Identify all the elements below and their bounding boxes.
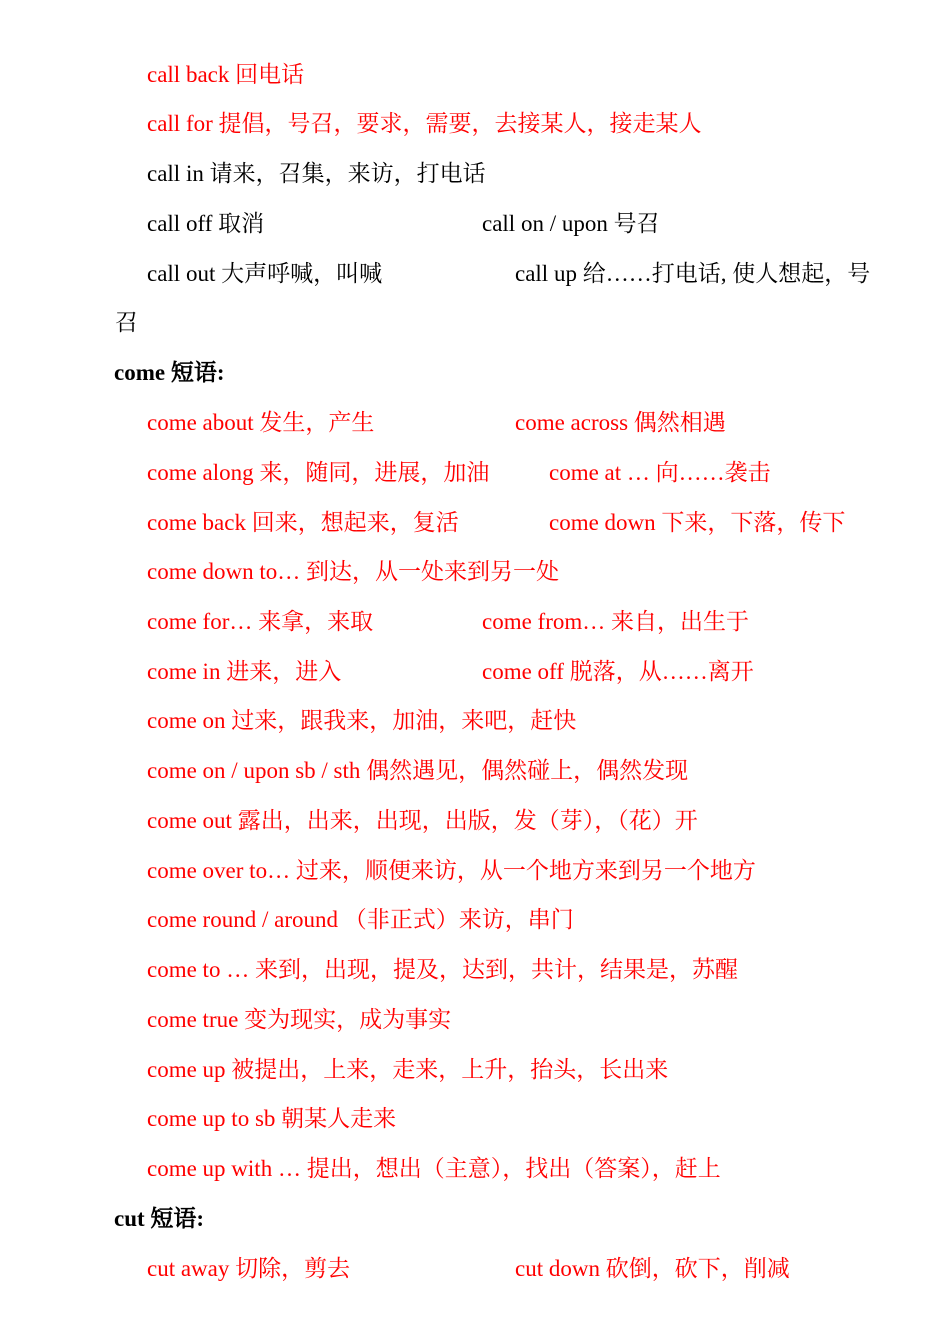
come-back-entry: come back 回来，想起来，复活	[147, 510, 459, 535]
cut-away-entry: cut away 切除，剪去	[147, 1256, 351, 1281]
come-to-entry: come to … 来到，出现，提及，达到，共计，结果是，苏醒	[147, 957, 738, 982]
come-off-entry: come off 脱落，从……离开	[482, 659, 754, 684]
call-on-upon-entry: call on / upon 号召	[482, 211, 660, 236]
come-up-to-entry: come up to sb 朝某人走来	[147, 1106, 397, 1131]
call-out-entry: call out 大声呼喊，叫喊	[147, 261, 383, 286]
come-from-entry: come from… 来自，出生于	[482, 609, 750, 634]
come-at-entry: come at … 向……袭击	[549, 460, 771, 485]
cut-down-entry: cut down 砍倒，砍下，削减	[515, 1256, 790, 1281]
come-down-to-entry: come down to… 到达，从一处来到另一处	[147, 559, 560, 584]
call-back-entry: call back 回电话	[147, 62, 305, 87]
come-down-entry: come down 下来，下落，传下	[549, 510, 846, 535]
call-in-entry: call in 请来，召集，来访，打电话	[147, 161, 486, 186]
call-off-entry: call off 取消	[147, 211, 265, 236]
cut-section-heading: cut 短语:	[114, 1206, 205, 1231]
call-up-entry-continued: 召	[115, 310, 138, 335]
come-for-entry: come for… 来拿，来取	[147, 609, 374, 634]
call-for-entry: call for 提倡，号召，要求，需要，去接某人，接走某人	[147, 111, 702, 136]
come-on-entry: come on 过来，跟我来，加油，来吧，赶快	[147, 708, 577, 733]
come-true-entry: come true 变为现实，成为事实	[147, 1007, 452, 1032]
come-round-entry: come round / around （非正式）来访，串门	[147, 907, 574, 932]
come-in-entry: come in 进来，进入	[147, 659, 342, 684]
come-on-upon-entry: come on / upon sb / sth 偶然遇见，偶然碰上，偶然发现	[147, 758, 689, 783]
call-up-entry: call up 给……打电话, 使人想起，号	[515, 261, 871, 286]
come-across-entry: come across 偶然相遇	[515, 410, 726, 435]
come-along-entry: come along 来，随同，进展，加油	[147, 460, 490, 485]
come-up-with-entry: come up with … 提出，想出（主意），找出（答案），赶上	[147, 1156, 721, 1181]
come-section-heading: come 短语:	[114, 360, 225, 385]
come-out-entry: come out 露出，出来，出现，出版，发（芽），（花）开	[147, 808, 698, 833]
come-up-entry: come up 被提出，上来，走来，上升，抬头，长出来	[147, 1057, 669, 1082]
come-about-entry: come about 发生，产生	[147, 410, 375, 435]
come-over-to-entry: come over to… 过来，顺便来访，从一个地方来到另一个地方	[147, 858, 756, 883]
